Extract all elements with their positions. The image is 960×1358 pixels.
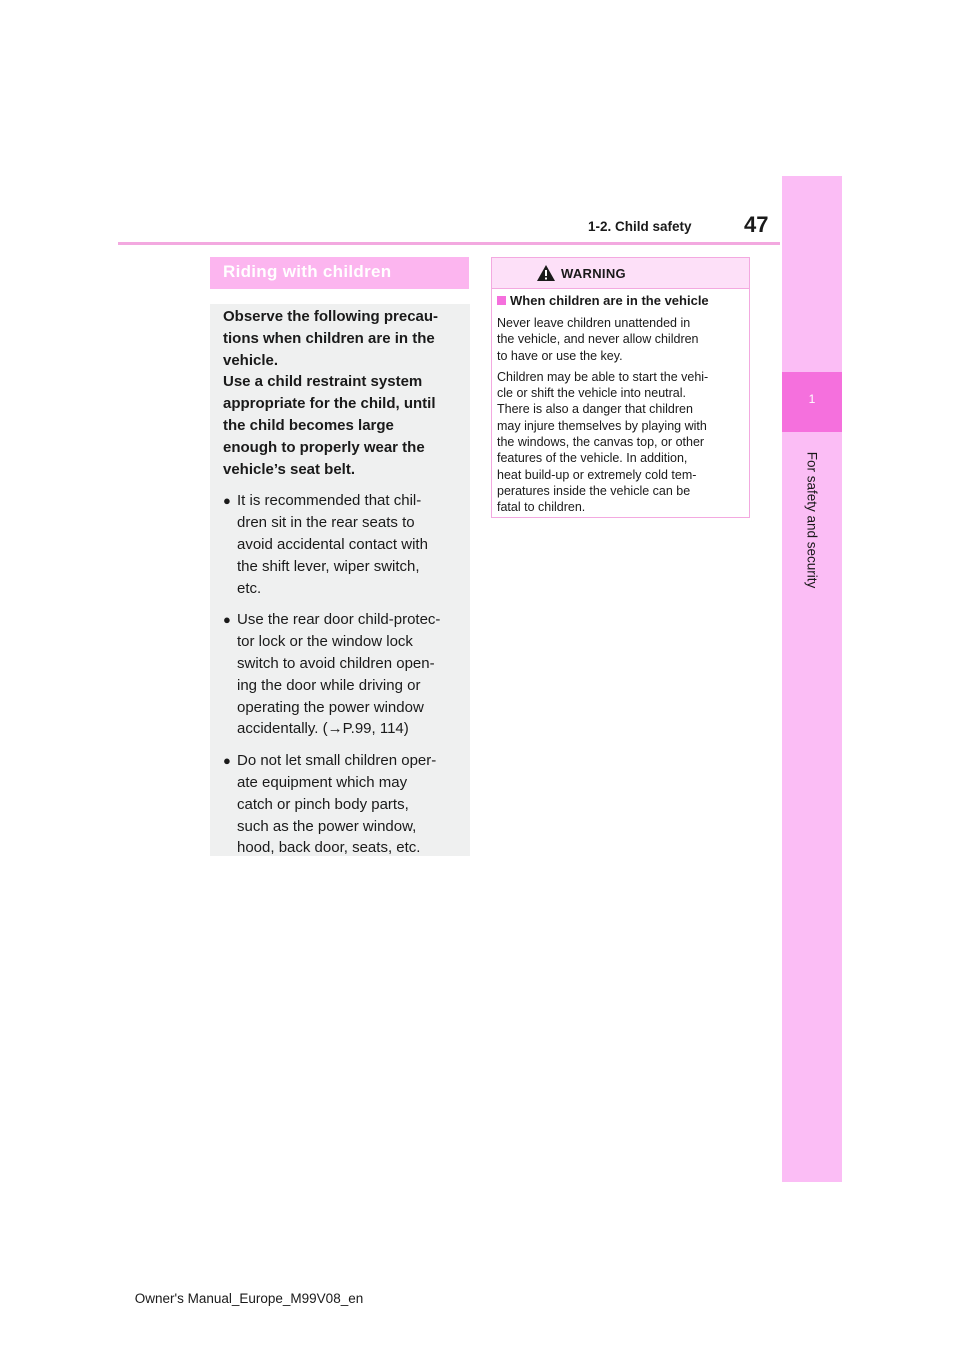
warning-paragraph: Children may be able to start the vehi- cle or shift the vehicle into neutral. There is also a danger that children may injure themselves by playing with the windows, the canvas top, or other features of the vehicle. In addition, heat build-up or extremely cold tem- peratures inside the vehicle can be fatal to children. [497, 369, 709, 515]
chapter-number: 1 [808, 392, 816, 406]
warning-box [491, 257, 750, 518]
chapter-side-tab [782, 176, 842, 1182]
warning-triangle-icon [536, 264, 556, 287]
square-bullet-icon [497, 296, 506, 305]
section-label: 1-2. Child safety [588, 219, 692, 234]
warning-subheading-text: When children are in the vehicle [510, 293, 709, 308]
content-panel [210, 304, 470, 856]
warning-subheading [497, 292, 743, 309]
list-item-text: Use the rear door child-protec- tor lock or the window lock switch to avoid children open- ing the door while driving or operating the power window accidentally. (→P.99, 114) [237, 611, 441, 738]
list-item [223, 490, 460, 599]
header-rule [118, 242, 780, 245]
list-item-text: It is recommended that chil- dren sit in the rear seats to avoid accidental contact with the shift lever, wiper switch, etc. [237, 492, 428, 597]
warning-paragraph: Never leave children unattended in the vehicle, and never allow children to have or use the key. [497, 316, 699, 363]
bullet-icon: ● [223, 612, 231, 628]
list-item-text: Do not let small children oper- ate equipment which may catch or pinch body parts, such as the power window, hood, back door, seats, etc. [237, 752, 437, 857]
list-item [223, 750, 460, 859]
warning-header [492, 258, 749, 289]
intro-text: Observe the following precau- tions when children are in the vehicle. Use a child restraint system appropriate for the child, until the child becomes large enough to properly wear the vehicle’s seat belt. [223, 308, 439, 478]
warning-body [492, 289, 749, 516]
chapter-title: For safety and security [804, 451, 820, 589]
page-number: 47 [744, 212, 769, 237]
section-heading: Riding with children [210, 257, 469, 289]
bullet-icon: ● [223, 493, 231, 509]
bullet-icon: ● [223, 753, 231, 769]
list-item [223, 609, 460, 740]
warning-title: WARNING [561, 266, 626, 281]
footer-text: Owner's Manual_Europe_M99V08_en [134, 1291, 364, 1306]
